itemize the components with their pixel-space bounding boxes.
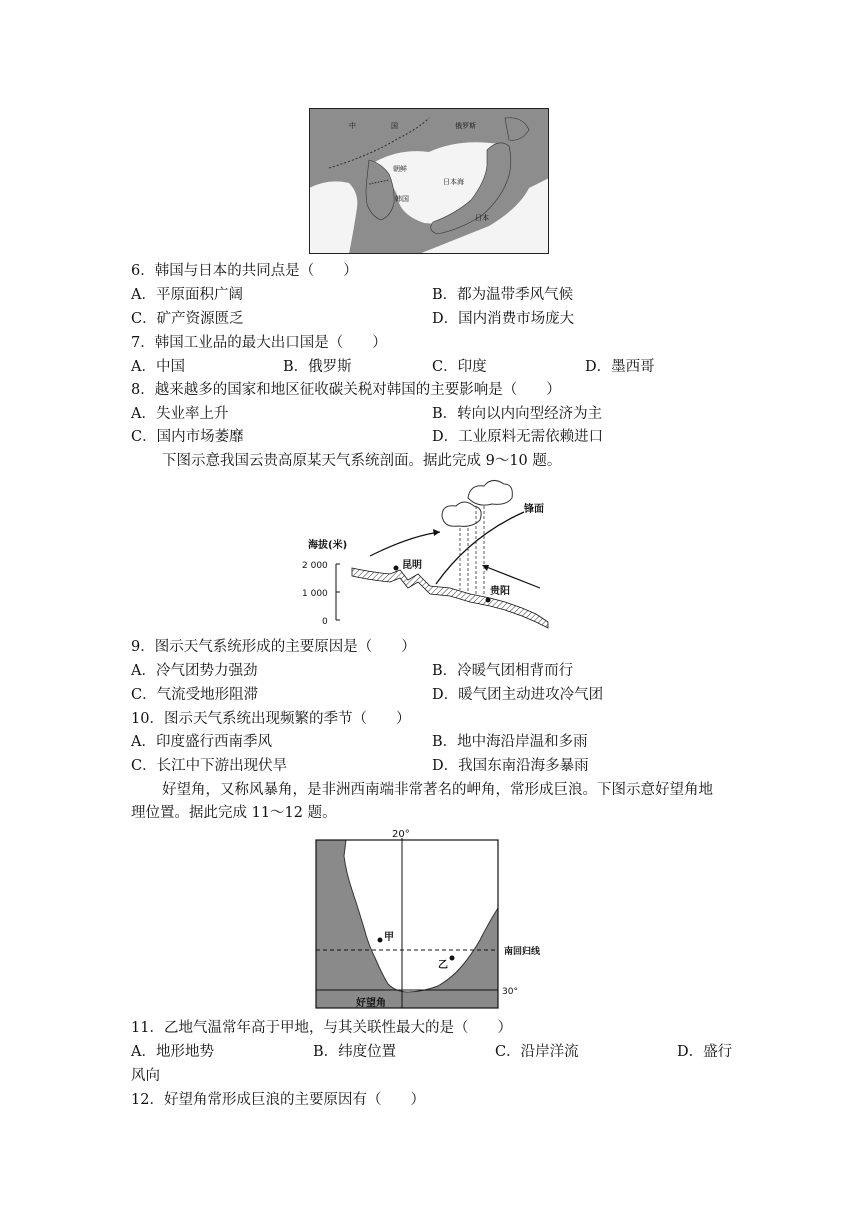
weather-front-profile xyxy=(300,476,560,632)
profile-tick-1000: 1 000 xyxy=(302,589,328,599)
q10-stem: 10．图示天气系统出现频繁的季节（ ） xyxy=(131,711,411,727)
map1-label-russia: 俄罗斯 xyxy=(455,122,476,130)
profile-tick-2000: 2 000 xyxy=(302,561,328,571)
q6-option-c[interactable]: C．矿产资源匮乏 xyxy=(131,311,244,327)
korea-japan-map xyxy=(309,108,549,254)
q6-option-d[interactable]: D．国内消费市场庞大 xyxy=(432,311,575,327)
southern-africa-map-svg xyxy=(312,828,541,1012)
map1-label-china-1: 中 xyxy=(349,122,356,130)
city-kunming: 昆明 xyxy=(402,560,422,571)
q10-option-a[interactable]: A．印度盛行西南季风 xyxy=(131,734,272,750)
q8-option-a[interactable]: A．失业率上升 xyxy=(131,406,229,422)
point-jia-label: 甲 xyxy=(384,932,394,943)
southern-africa-map xyxy=(312,828,541,1012)
cape-label: 好望角 xyxy=(356,998,386,1009)
q8-option-d[interactable]: D．工业原料无需依赖进口 xyxy=(432,429,604,445)
korea-japan-map-svg xyxy=(309,108,549,254)
q7-option-b[interactable]: B．俄罗斯 xyxy=(283,359,352,375)
lon-20-label: 20° xyxy=(392,829,410,840)
q11-option-c[interactable]: C．沿岸洋流 xyxy=(495,1044,579,1060)
intro-9-10: 下图示意我国云贵高原某天气系统剖面。据此完成 9～10 题。 xyxy=(162,453,562,469)
q7-option-a[interactable]: A．中国 xyxy=(131,359,185,375)
q10-option-b[interactable]: B．地中海沿岸温和多雨 xyxy=(432,734,588,750)
q12-stem: 12．好望角常形成巨浪的主要原因有（ ） xyxy=(131,1092,425,1108)
q11-stem: 11．乙地气温常年高于甲地，与其关联性最大的是（ ） xyxy=(131,1020,512,1036)
q6-option-a[interactable]: A．平原面积广阔 xyxy=(131,287,243,303)
city-guiyang: 贵阳 xyxy=(490,586,510,597)
point-jia-dot xyxy=(378,938,383,943)
front-label: 锋面 xyxy=(524,504,544,515)
q9-option-d[interactable]: D．暖气团主动进攻冷气团 xyxy=(432,687,604,703)
map1-label-sea-of-japan: 日本海 xyxy=(443,178,464,186)
q6-stem: 6．韩国与日本的共同点是（ ） xyxy=(131,263,358,279)
q11-option-d-cont: 风向 xyxy=(131,1068,160,1084)
profile-tick-0: 0 xyxy=(322,617,328,627)
q11-option-b[interactable]: B．纬度位置 xyxy=(313,1044,397,1060)
kunming-dot xyxy=(394,566,399,571)
q6-option-b[interactable]: B．都为温带季风气候 xyxy=(432,287,574,303)
profile-ylabel: 海拔(米) xyxy=(308,540,348,551)
q8-option-b[interactable]: B．转向以内向型经济为主 xyxy=(432,406,603,422)
point-yi-dot xyxy=(450,956,455,961)
q11-option-d[interactable]: D．盛行 xyxy=(677,1044,733,1060)
q7-option-d[interactable]: D．墨西哥 xyxy=(585,359,655,375)
map1-label-south-korea: 韩国 xyxy=(395,195,409,203)
guiyang-dot xyxy=(486,598,491,603)
point-yi-label: 乙 xyxy=(438,960,448,971)
q10-option-c[interactable]: C．长江中下游出现伏旱 xyxy=(131,758,288,774)
intro-11-12-line2: 理位置。据此完成 11～12 题。 xyxy=(131,805,337,821)
q9-option-b[interactable]: B．冷暖气团相背而行 xyxy=(432,663,574,679)
q10-option-d[interactable]: D．我国东南沿海多暴雨 xyxy=(432,758,589,774)
weather-front-profile-svg xyxy=(300,476,560,632)
map1-label-china-2: 国 xyxy=(391,122,398,130)
q9-option-a[interactable]: A．冷气团势力强劲 xyxy=(131,663,258,679)
q8-option-c[interactable]: C．国内市场萎靡 xyxy=(131,429,244,445)
q11-option-a[interactable]: A．地形地势 xyxy=(131,1044,214,1060)
q7-option-c[interactable]: C．印度 xyxy=(432,359,487,375)
q9-option-c[interactable]: C．气流受地形阻滞 xyxy=(131,687,259,703)
q9-stem: 9．图示天气系统形成的主要原因是（ ） xyxy=(131,639,416,655)
q7-stem: 7．韩国工业品的最大出口国是（ ） xyxy=(131,335,387,351)
map1-label-north-korea: 朝鲜 xyxy=(393,165,407,173)
q8-stem: 8．越来越多的国家和地区征收碳关税对韩国的主要影响是（ ） xyxy=(131,382,561,398)
map1-label-japan: 日本 xyxy=(475,214,489,222)
tropic-label: 南回归线 xyxy=(504,947,541,957)
intro-11-12-line1: 好望角，又称风暴角，是非洲西南端非常著名的岬角，常形成巨浪。下图示意好望角地 xyxy=(162,782,713,798)
lat-30-label: 30° xyxy=(502,987,518,997)
